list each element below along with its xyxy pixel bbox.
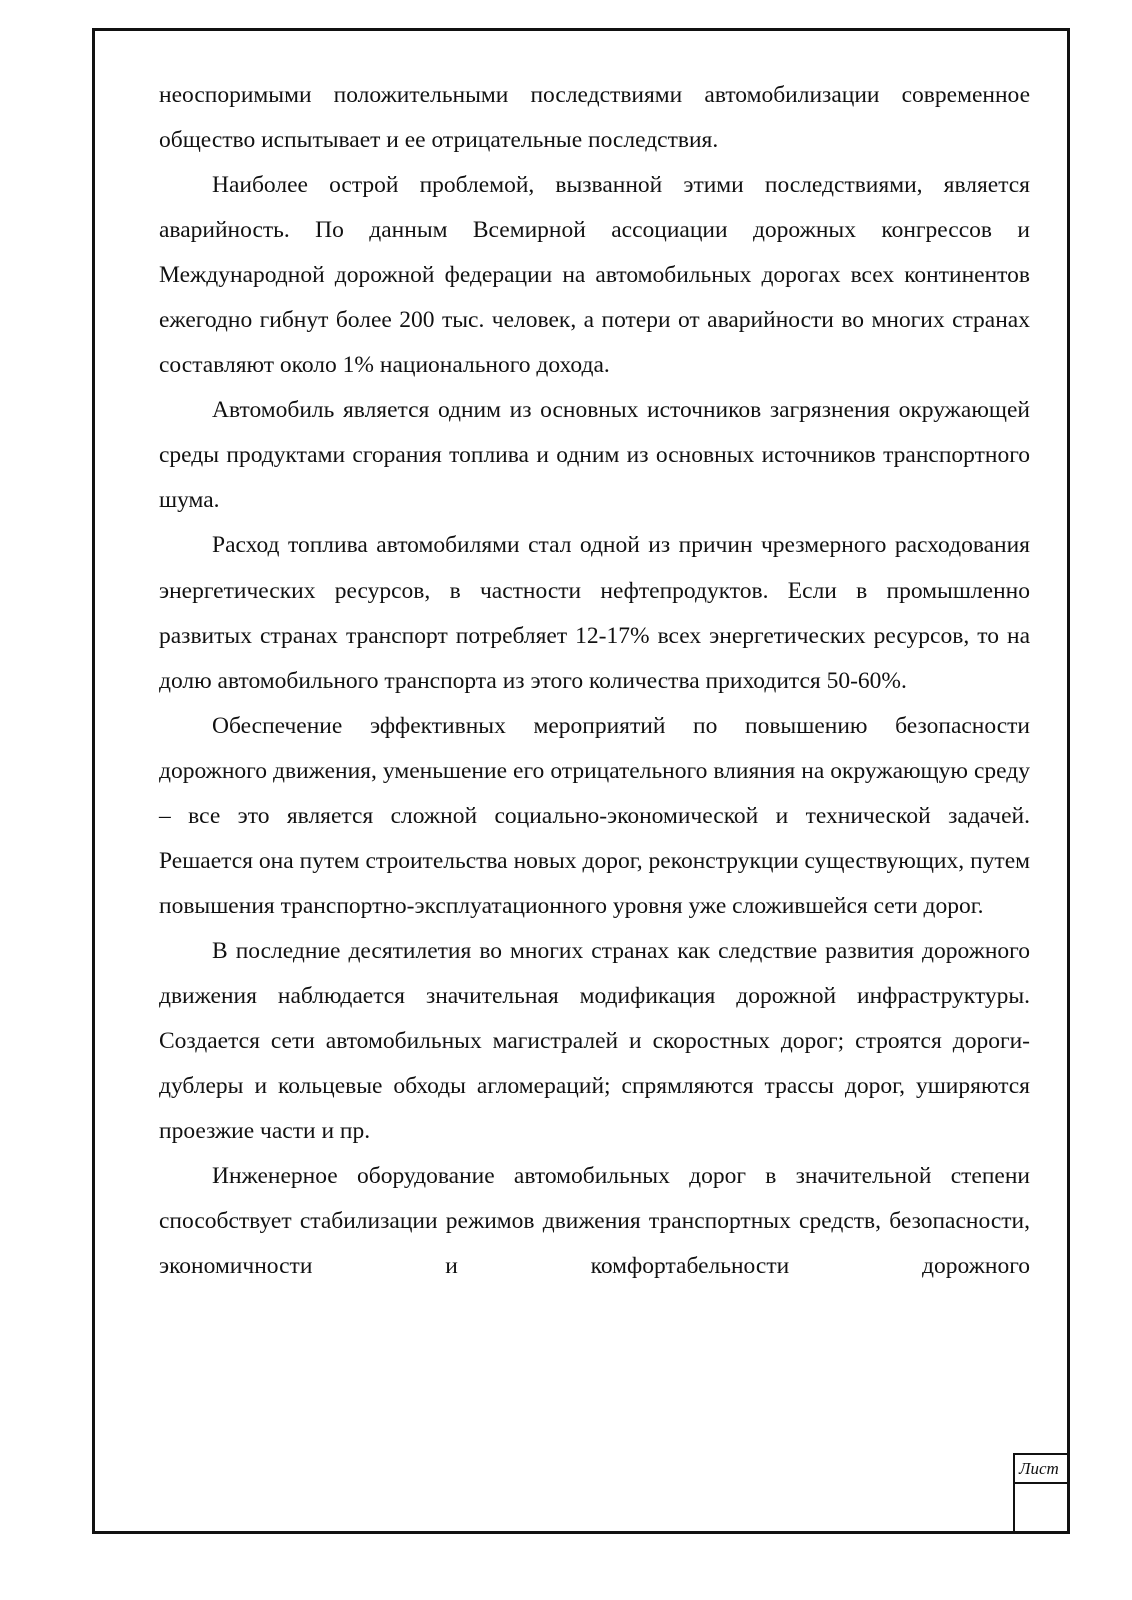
paragraph-5: Обеспечение эффективных мероприятий по повышению безопасности дорожного движения, уменьшение его отрицательного влияния на окружающую среду – все это является сложной социально-экономической и технической задачей. Решается она путем строительства новых дорог, реконструкции существующих, путем повышения транспортно-эксплуатационного уровня уже сложившейся сети дорог. <box>159 712 1030 919</box>
paragraph-3: Автомобиль является одним из основных источников загрязнения окружающей среды продуктами сгорания топлива и одним из основных источников транспортного шума. <box>159 397 1030 514</box>
paragraph-4: Расход топлива автомобилями стал одной из причин чрезмерного расходования энергетических ресурсов, в частности нефтепродуктов. Если в промышленно развитых странах транспорт потребляет 12-17% всех энергетических ресурсов, то на долю автомобильного транспорта из этого количества приходится 50-60%. <box>159 532 1030 694</box>
paragraph-7: Инженерное оборудование автомобильных дорог в значительной степени способствует стабилизации режимов движения транспортных средств, безопасности, экономичности и комфортабельности дорожного <box>159 1163 1030 1280</box>
sheet-label: Лист <box>1015 1455 1070 1484</box>
paragraph-6: В последние десятилетия во многих странах как следствие развития дорожного движения наблюдается значительная модификация дорожной инфраструктуры. Создается сети автомобильных магистралей и скоростных дорог; строятся дороги-дублеры и кольцевые обходы агломераций; спрямляются трассы дорог, уширяются проезжие части и пр. <box>159 937 1030 1145</box>
paragraph-1: неоспоримыми положительными последствиями автомобилизации современное общество испытывает и ее отрицательные последствия. <box>159 82 1030 154</box>
paragraph-2: Наиболее острой проблемой, вызванной этими последствиями, является аварийность. По данным Всемирной ассоциации дорожных конгрессов и Международной дорожной федерации на автомобильных дорогах всех континентов ежегодно гибнут более 200 тыс. человек, а потери от аварийности во многих странах составляют около 1% национального дохода. <box>159 172 1030 379</box>
document-body <box>159 73 1030 1289</box>
title-block-sheet-cell <box>1013 1453 1070 1534</box>
